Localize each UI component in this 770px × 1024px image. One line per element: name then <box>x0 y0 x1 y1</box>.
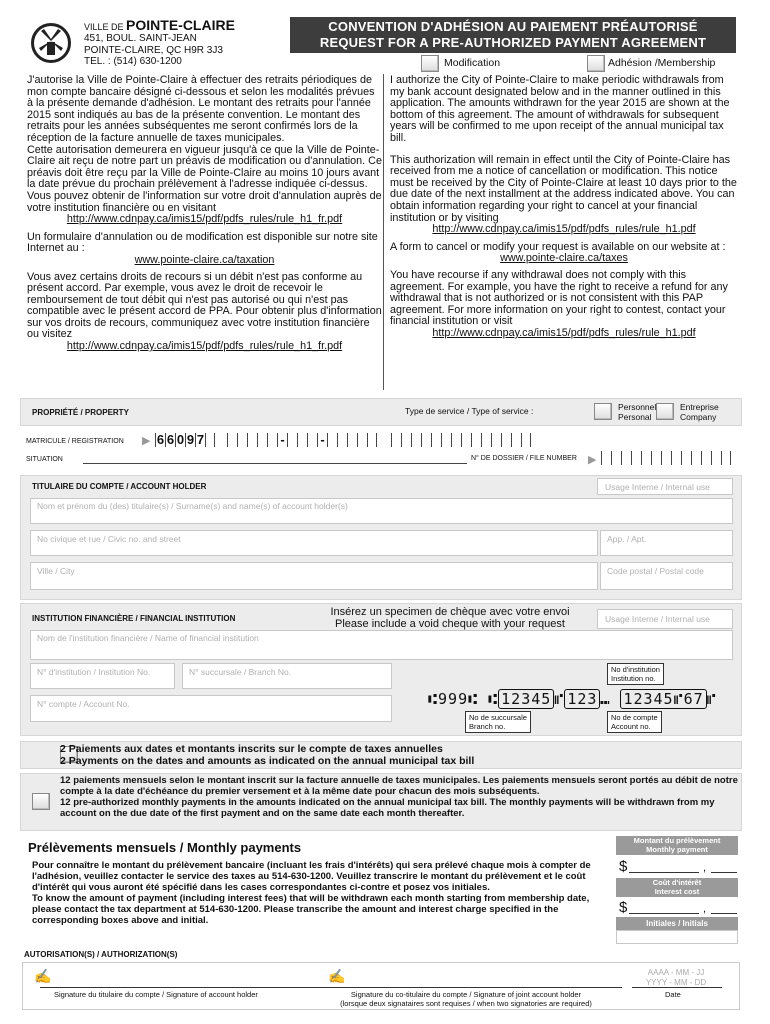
plan2-fr: 12 paiements mensuels selon le montant inscrit sur la facture annuelle de taxes municipales. Les paiements mensuels seront portés au débit de notre compte à la date d'échéance du premier versement et à la même date pour chacun des mois subséquents. <box>60 775 738 797</box>
en-link-rule1[interactable]: http://www.cdnpay.ca/imis15/pdf/pdfs_rules/rule_h1.pdf <box>432 223 696 236</box>
amount-label: Montant du prélèvement Monthly payment <box>616 836 738 855</box>
micr-institution: 123 <box>564 689 600 709</box>
fr-para-validity: Cette autorisation demeurera en vigueur jusqu'à ce que la Ville de Pointe-Claire ait reçu de notre part un préavis de modification ou d'annulation. Ce préavis doit être reçu par la Ville de Pointe-Claire au moins 10 jours avant la date prévue du prochain prélèvement à l'adresse indiquée ci-dessus. Vous pouvez obtenir de l'information sur votre droit d'annulation auprès de votre institution financière ou en visitant <box>27 143 382 214</box>
reg-digit: 6 <box>156 432 165 447</box>
form-title-en: REQUEST FOR A PRE-AUTHORIZED PAYMENT AGREEMENT <box>319 35 707 50</box>
form-title-fr: CONVENTION D'ADHÉSION AU PAIEMENT PRÉAUTORISÉ <box>328 19 698 34</box>
modification-checkbox[interactable] <box>421 55 439 72</box>
institution-no-label: N° d'institution / Institution No. <box>37 667 151 677</box>
date-format-en: YYYY - MM - DD <box>645 978 707 987</box>
holder-internal-field[interactable] <box>597 478 733 495</box>
initials-label: Initiales / Initials <box>616 917 738 930</box>
institution-label: INSTITUTION FINANCIÈRE / FINANCIAL INSTITUTION <box>32 614 236 623</box>
tag-institution: No d'institution Institution no. <box>607 663 664 685</box>
signature-joint-label: Signature du co-titulaire du compte / Signature of joint account holder <box>350 990 582 999</box>
tag-branch: No de succursale Branch no. <box>465 711 531 733</box>
monthly-en: To know the amount of payment (including interest fees) that will be withdrawn each month starting from membership date, please contact the tax department at 514-630-1200. Please transcribe the amount and interest charge specified in the corresponding boxes above and initial. <box>32 893 590 926</box>
holder-names-label: Nom et prénom du (des) titulaire(s) / Surname(s) and name(s) of account holder(s) <box>37 501 348 511</box>
org-phone: TEL. : (514) 630-1200 <box>84 56 182 67</box>
city-label: Ville / City <box>37 566 75 576</box>
en-para-authorize: I authorize the City of Pointe-Claire to make periodic withdrawals from my bank account designated below and in the manner outlined in this application. The amounts withdrawn for the year 2015 are shown at the bottom of this agreement. The amount of withdrawals for subsequent years will be confirmed to me upon receipt of the annual municipal tax bill. <box>390 74 730 144</box>
registration-label: MATRICULE / REGISTRATION <box>26 438 124 445</box>
adhesion-label: Adhésion /Membership <box>608 57 716 69</box>
pen-icon: ✍ <box>34 968 52 984</box>
org-address1: 451, BOUL. SAINT-JEAN <box>84 33 197 44</box>
file-number-label: N° DE DOSSIER / FILE NUMBER <box>471 455 577 462</box>
institution-no-field[interactable] <box>30 663 175 689</box>
account-no-field[interactable] <box>30 695 392 722</box>
apt-label: App. / Apt. <box>607 534 647 544</box>
english-terms <box>390 75 738 339</box>
date-format <box>636 968 716 988</box>
date-field[interactable] <box>632 987 722 988</box>
reg-digit: 6 <box>166 432 175 447</box>
micr-account-end: 67 <box>683 690 704 708</box>
monthly-fr: Pour connaître le montant du prélèvement bancaire (incluant les frais d'intérêts) qui sera prélevé chaque mois à compter de l'adhésion, veuillez contacter le service des taxes au 514-630-1200. Veuillez transcrire le montant du prélèvement et le coût d'intérêt qui vous auront été spécifié dans les cases correspondantes ci-contre et posez vos initiales. <box>32 860 591 893</box>
signature-joint-field[interactable] <box>310 987 622 988</box>
reg-digit: 0 <box>176 432 185 447</box>
interest-comma: , <box>703 903 707 915</box>
auth-label: AUTORISATION(S) / AUTHORIZATION(S) <box>24 950 178 959</box>
amount-comma: , <box>703 862 707 874</box>
service-type-label: Type de service / Type of service : <box>405 406 534 416</box>
micr-line: ⑆999⑆ ⑆ 12345 ⑈ 123 ⑉ 12345⑈67 ⑈ <box>428 690 717 708</box>
company-label: Entreprise Company <box>680 402 719 422</box>
adhesion-checkbox[interactable] <box>587 55 605 72</box>
postal-field[interactable] <box>600 562 733 590</box>
personal-label: Personnel Personal <box>618 402 657 422</box>
org-address <box>84 33 223 68</box>
interest-cents-field[interactable] <box>711 913 737 914</box>
file-number-field[interactable] <box>601 451 731 465</box>
date-format-fr: AAAA - MM - JJ <box>647 968 705 977</box>
fr-link-rule1[interactable]: http://www.cdnpay.ca/imis15/pdf/pdfs_rules/rule_h1_fr.pdf <box>66 213 343 226</box>
amount-cents-field[interactable] <box>711 872 737 873</box>
holder-label: TITULAIRE DU COMPTE / ACCOUNT HOLDER <box>32 482 207 491</box>
fr-para-recourse: Vous avez certains droits de recours si un débit n'est pas conforme au présent accord. Par exemple, vous avez le droit de recevoir le remboursement de tout débit qui n'est pas autorisé ou qui n'est pas compatible avec le présent accord de PPA. Pour obtenir plus d'information sur vos droits de recours, communiquez avec votre institution financière ou visitez <box>27 270 382 341</box>
amount-field[interactable] <box>629 872 699 873</box>
org-address2: POINTE-CLAIRE, QC H9R 3J3 <box>84 44 223 56</box>
signature-holder-field[interactable] <box>40 987 318 988</box>
institution-name-label: Nom de l'institution financière / Name of financial institution <box>37 633 259 643</box>
en-para-form: A form to cancel or modify your request is available on our website at : <box>390 240 726 253</box>
plan1-text <box>60 743 474 767</box>
civic-label: No civique et rue / Civic no. and street <box>37 534 181 544</box>
personal-checkbox[interactable] <box>594 403 612 420</box>
initials-field[interactable] <box>616 930 738 944</box>
fr-link-taxation[interactable]: www.pointe-claire.ca/taxation <box>134 253 275 266</box>
cheque-note-en: Please include a void cheque with your request <box>335 618 565 630</box>
plan1-fr: 2 Paiements aux dates et montants inscrits sur le compte de taxes annuelles <box>60 743 443 755</box>
holder-names-field[interactable] <box>30 498 733 524</box>
tag-account: No de compte Account no. <box>607 711 662 733</box>
column-divider <box>383 74 384 390</box>
plan2-en: 12 pre-authorized monthly payments in the amounts indicated on the annual municipal tax bill. The monthly payments will be withdrawn from my account on the due date of the first payment and on the same date each month thereafter. <box>60 797 715 819</box>
form-title <box>290 17 736 53</box>
org-prefix: VILLE DE POINTE-CLAIRE <box>84 17 235 33</box>
interest-label: Coût d'intérêt Interest cost <box>616 878 738 897</box>
org-name: POINTE-CLAIRE <box>126 17 235 33</box>
property-label: PROPRIÉTÉ / PROPERTY <box>32 408 129 417</box>
branch-no-field[interactable] <box>182 663 392 689</box>
signature-holder-label: Signature du titulaire du compte / Signature of account holder <box>54 990 258 999</box>
fr-link-rule2[interactable]: http://www.cdnpay.ca/imis15/pdf/pdfs_rules/rule_h1_fr.pdf <box>66 340 343 353</box>
en-para-validity: This authorization will remain in effect until the City of Pointe-Claire has received from me a notice of cancellation or modification. This notice must be received by the City of Pointe-Claire at least 10 days prior to the due date of the next installment at the address indicated above. You can obtain information regarding your right to cancel at your financial institution or by visiting <box>390 153 737 224</box>
institution-name-field[interactable] <box>30 630 733 660</box>
en-para-recourse: You have recourse if any withdrawal does not comply with this agreement. For example, you have the right to receive a refund for any withdrawal that is not authorized or is not consistent with this PAP agreement. For more information on your right to contest, contact your financial institution or visit <box>390 268 728 328</box>
plan2-checkbox[interactable] <box>32 793 50 810</box>
civic-field[interactable] <box>30 530 598 556</box>
arrow-icon: ▶ <box>588 454 597 466</box>
city-logo <box>31 23 71 63</box>
windmill-icon <box>33 25 69 61</box>
account-no-label: N° compte / Account No. <box>37 699 130 709</box>
apt-field[interactable] <box>600 530 733 556</box>
micr-account: 12345 <box>623 690 674 708</box>
fr-para-authorize: J'autorise la Ville de Pointe-Claire à effectuer des retraits périodiques de mon compte bancaire désigné ci-dessous et selon les modalités prévues à la présente demande d'adhésion. Le montant des retraits pour l'année 2015 sont indiqués au bas de la présente convention. Le montant des retraits pour les années subséquentes me seront confirmés lors de la réception de la facture annuelle de taxes municipales. <box>27 74 375 144</box>
registration-field[interactable]: 6 6 0 9 7 - - <box>155 433 531 447</box>
company-checkbox[interactable] <box>656 403 674 420</box>
en-link-taxes[interactable]: www.pointe-claire.ca/taxes <box>500 252 628 265</box>
amount-dollar: $ <box>619 858 628 875</box>
city-field[interactable] <box>30 562 598 590</box>
modification-label: Modification <box>444 57 501 69</box>
monthly-text <box>32 860 604 926</box>
interest-field[interactable] <box>629 913 699 914</box>
institution-internal-label: Usage Interne / Internal use <box>605 614 710 624</box>
plan2-text <box>60 775 740 819</box>
postal-label: Code postal / Postal code <box>607 566 704 576</box>
cheque-note-fr: Insérez un specimen de chèque avec votre envoi <box>330 606 570 618</box>
signature-joint-note: (lorsque deux signataires sont requises / when two signatories are required) <box>340 999 592 1008</box>
french-terms <box>27 75 382 353</box>
plan1-en: 2 Payments on the dates and amounts as indicated on the annual municipal tax bill <box>60 755 475 767</box>
situation-field[interactable] <box>83 463 467 464</box>
holder-internal-label: Usage Interne / Internal use <box>605 482 710 492</box>
micr-cheque-no: 999 <box>438 690 469 708</box>
date-label: Date <box>665 990 681 999</box>
interest-dollar: $ <box>619 899 628 916</box>
reg-digit: 7 <box>196 432 205 447</box>
micr-branch: 12345 <box>498 689 554 709</box>
pen-icon: ✍ <box>328 968 346 984</box>
arrow-icon: ▶ <box>142 435 151 447</box>
reg-digit: 9 <box>186 432 195 447</box>
monthly-heading: Prélèvements mensuels / Monthly payments <box>28 840 302 855</box>
institution-internal-field[interactable] <box>597 609 733 629</box>
en-link-rule2[interactable]: http://www.cdnpay.ca/imis15/pdf/pdfs_rules/rule_h1.pdf <box>432 326 696 339</box>
situation-label: SITUATION <box>26 456 63 463</box>
fr-para-form: Un formulaire d'annulation ou de modification est disponible sur notre site Internet au : <box>27 230 378 255</box>
signature-joint-text <box>316 990 616 1008</box>
branch-no-label: N° succursale / Branch No. <box>189 667 292 677</box>
cheque-note <box>305 606 595 630</box>
